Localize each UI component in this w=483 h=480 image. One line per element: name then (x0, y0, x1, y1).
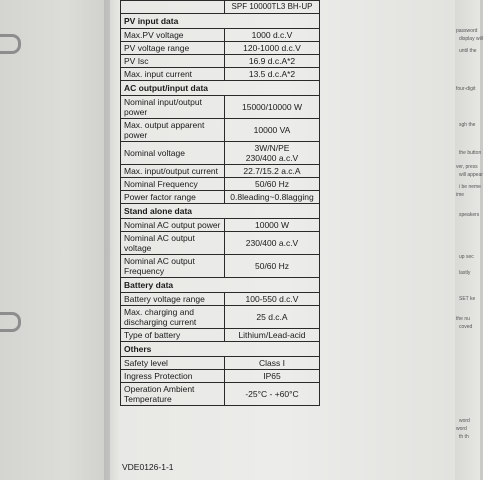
right-page-fragment: four-digit (456, 86, 476, 92)
spec-table (120, 0, 320, 406)
spec-value: 230/400 a.c.V (225, 232, 320, 255)
spec-row (121, 178, 320, 191)
spec-value: 10000 W (225, 219, 320, 232)
section-title: Stand alone data (121, 204, 320, 219)
right-page-fragment: ime (456, 192, 465, 198)
spec-value: 120-1000 d.c.V (225, 42, 320, 55)
footnote: VDE0126-1-1 (122, 462, 174, 472)
section-header-row (121, 204, 320, 219)
right-page-fragment: sgh the (459, 122, 476, 128)
spec-row (121, 357, 320, 370)
spec-label: Max. input/output current (121, 165, 225, 178)
right-page-fragment: up sec (459, 254, 474, 260)
right-page-fragment: th th (459, 434, 469, 440)
spec-value: 3W/N/PE 230/400 a.c.V (225, 142, 320, 165)
spec-value: 10000 VA (225, 119, 320, 142)
right-page-fragment: the button (459, 150, 482, 156)
spec-row (121, 68, 320, 81)
right-page-fragment: coved (459, 324, 473, 330)
model-header: SPF 10000TL3 BH-UP (225, 1, 320, 14)
spec-label: Type of battery (121, 329, 225, 342)
right-page-fragment: display will (459, 36, 483, 42)
spec-label: Nominal AC output power (121, 219, 225, 232)
spec-label: Operation Ambient Temperature (121, 383, 225, 406)
binder-ring-icon (0, 312, 21, 332)
page-fold-shadow (104, 0, 120, 480)
spec-row (121, 29, 320, 42)
spec-label: Battery voltage range (121, 293, 225, 306)
model-header-blank (121, 1, 225, 14)
spec-label: Ingress Protection (121, 370, 225, 383)
right-page-fragment: the nu (456, 316, 470, 322)
spec-value: 13.5 d.c.A*2 (225, 68, 320, 81)
spec-label: Nominal AC output Frequency (121, 255, 225, 278)
spec-label: Safety level (121, 357, 225, 370)
spec-label: Max. charging and discharging current (121, 306, 225, 329)
right-page-fragment: word (456, 426, 467, 432)
spec-row (121, 255, 320, 278)
spec-row (121, 232, 320, 255)
right-page-fragment: word (459, 418, 470, 424)
binder-ring-icon (0, 34, 21, 54)
section-header-row (121, 81, 320, 96)
spec-row (121, 142, 320, 165)
spec-table-container (120, 0, 320, 406)
spec-value: 50/60 Hz (225, 255, 320, 278)
spec-row (121, 293, 320, 306)
section-title: Others (121, 342, 320, 357)
spec-label: Max. output apparent power (121, 119, 225, 142)
left-binder-page (0, 0, 110, 480)
spec-label: Max.PV voltage (121, 29, 225, 42)
spec-row (121, 55, 320, 68)
section-header-row (121, 278, 320, 293)
spec-value: Lithium/Lead-acid (225, 329, 320, 342)
spec-label: Nominal Frequency (121, 178, 225, 191)
section-title: PV input data (121, 14, 320, 29)
spec-label: Nominal input/output power (121, 96, 225, 119)
spec-value: 100-550 d.c.V (225, 293, 320, 306)
spec-value: 0.8leading~0.8lagging (225, 191, 320, 204)
right-page-fragment: lastly (459, 270, 471, 276)
spec-value: IP65 (225, 370, 320, 383)
right-page-fragment: speakers (459, 212, 480, 218)
section-header-row (121, 14, 320, 29)
spec-row (121, 306, 320, 329)
spec-value: 1000 d.c.V (225, 29, 320, 42)
spec-row (121, 119, 320, 142)
right-page-edge (455, 0, 480, 480)
section-title: AC output/input data (121, 81, 320, 96)
right-page-fragment: will appear (459, 172, 483, 178)
right-page-fragment: ver, press (456, 164, 478, 170)
spec-row (121, 370, 320, 383)
spec-row (121, 329, 320, 342)
spec-row (121, 165, 320, 178)
spec-value: Class I (225, 357, 320, 370)
spec-value: 22.7/15.2 a.c.A (225, 165, 320, 178)
model-header-row (121, 1, 320, 14)
spec-row (121, 191, 320, 204)
spec-label: Nominal voltage (121, 142, 225, 165)
spec-label: Power factor range (121, 191, 225, 204)
spec-label: PV Isc (121, 55, 225, 68)
spec-row (121, 42, 320, 55)
spec-value: -25°C - +60°C (225, 383, 320, 406)
spec-row (121, 96, 320, 119)
spec-label: Max. input current (121, 68, 225, 81)
spec-row (121, 383, 320, 406)
right-page-fragment: password (456, 28, 478, 34)
right-page-fragment: SET ke (459, 296, 476, 302)
section-header-row (121, 342, 320, 357)
spec-value: 15000/10000 W (225, 96, 320, 119)
spec-value: 16.9 d.c.A*2 (225, 55, 320, 68)
spec-label: PV voltage range (121, 42, 225, 55)
spec-label: Nominal AC output voltage (121, 232, 225, 255)
right-page-fragment: i be neme (459, 184, 481, 190)
spec-row (121, 219, 320, 232)
section-title: Battery data (121, 278, 320, 293)
right-page-fragment: until the (459, 48, 477, 54)
spec-value: 50/60 Hz (225, 178, 320, 191)
spec-value: 25 d.c.A (225, 306, 320, 329)
